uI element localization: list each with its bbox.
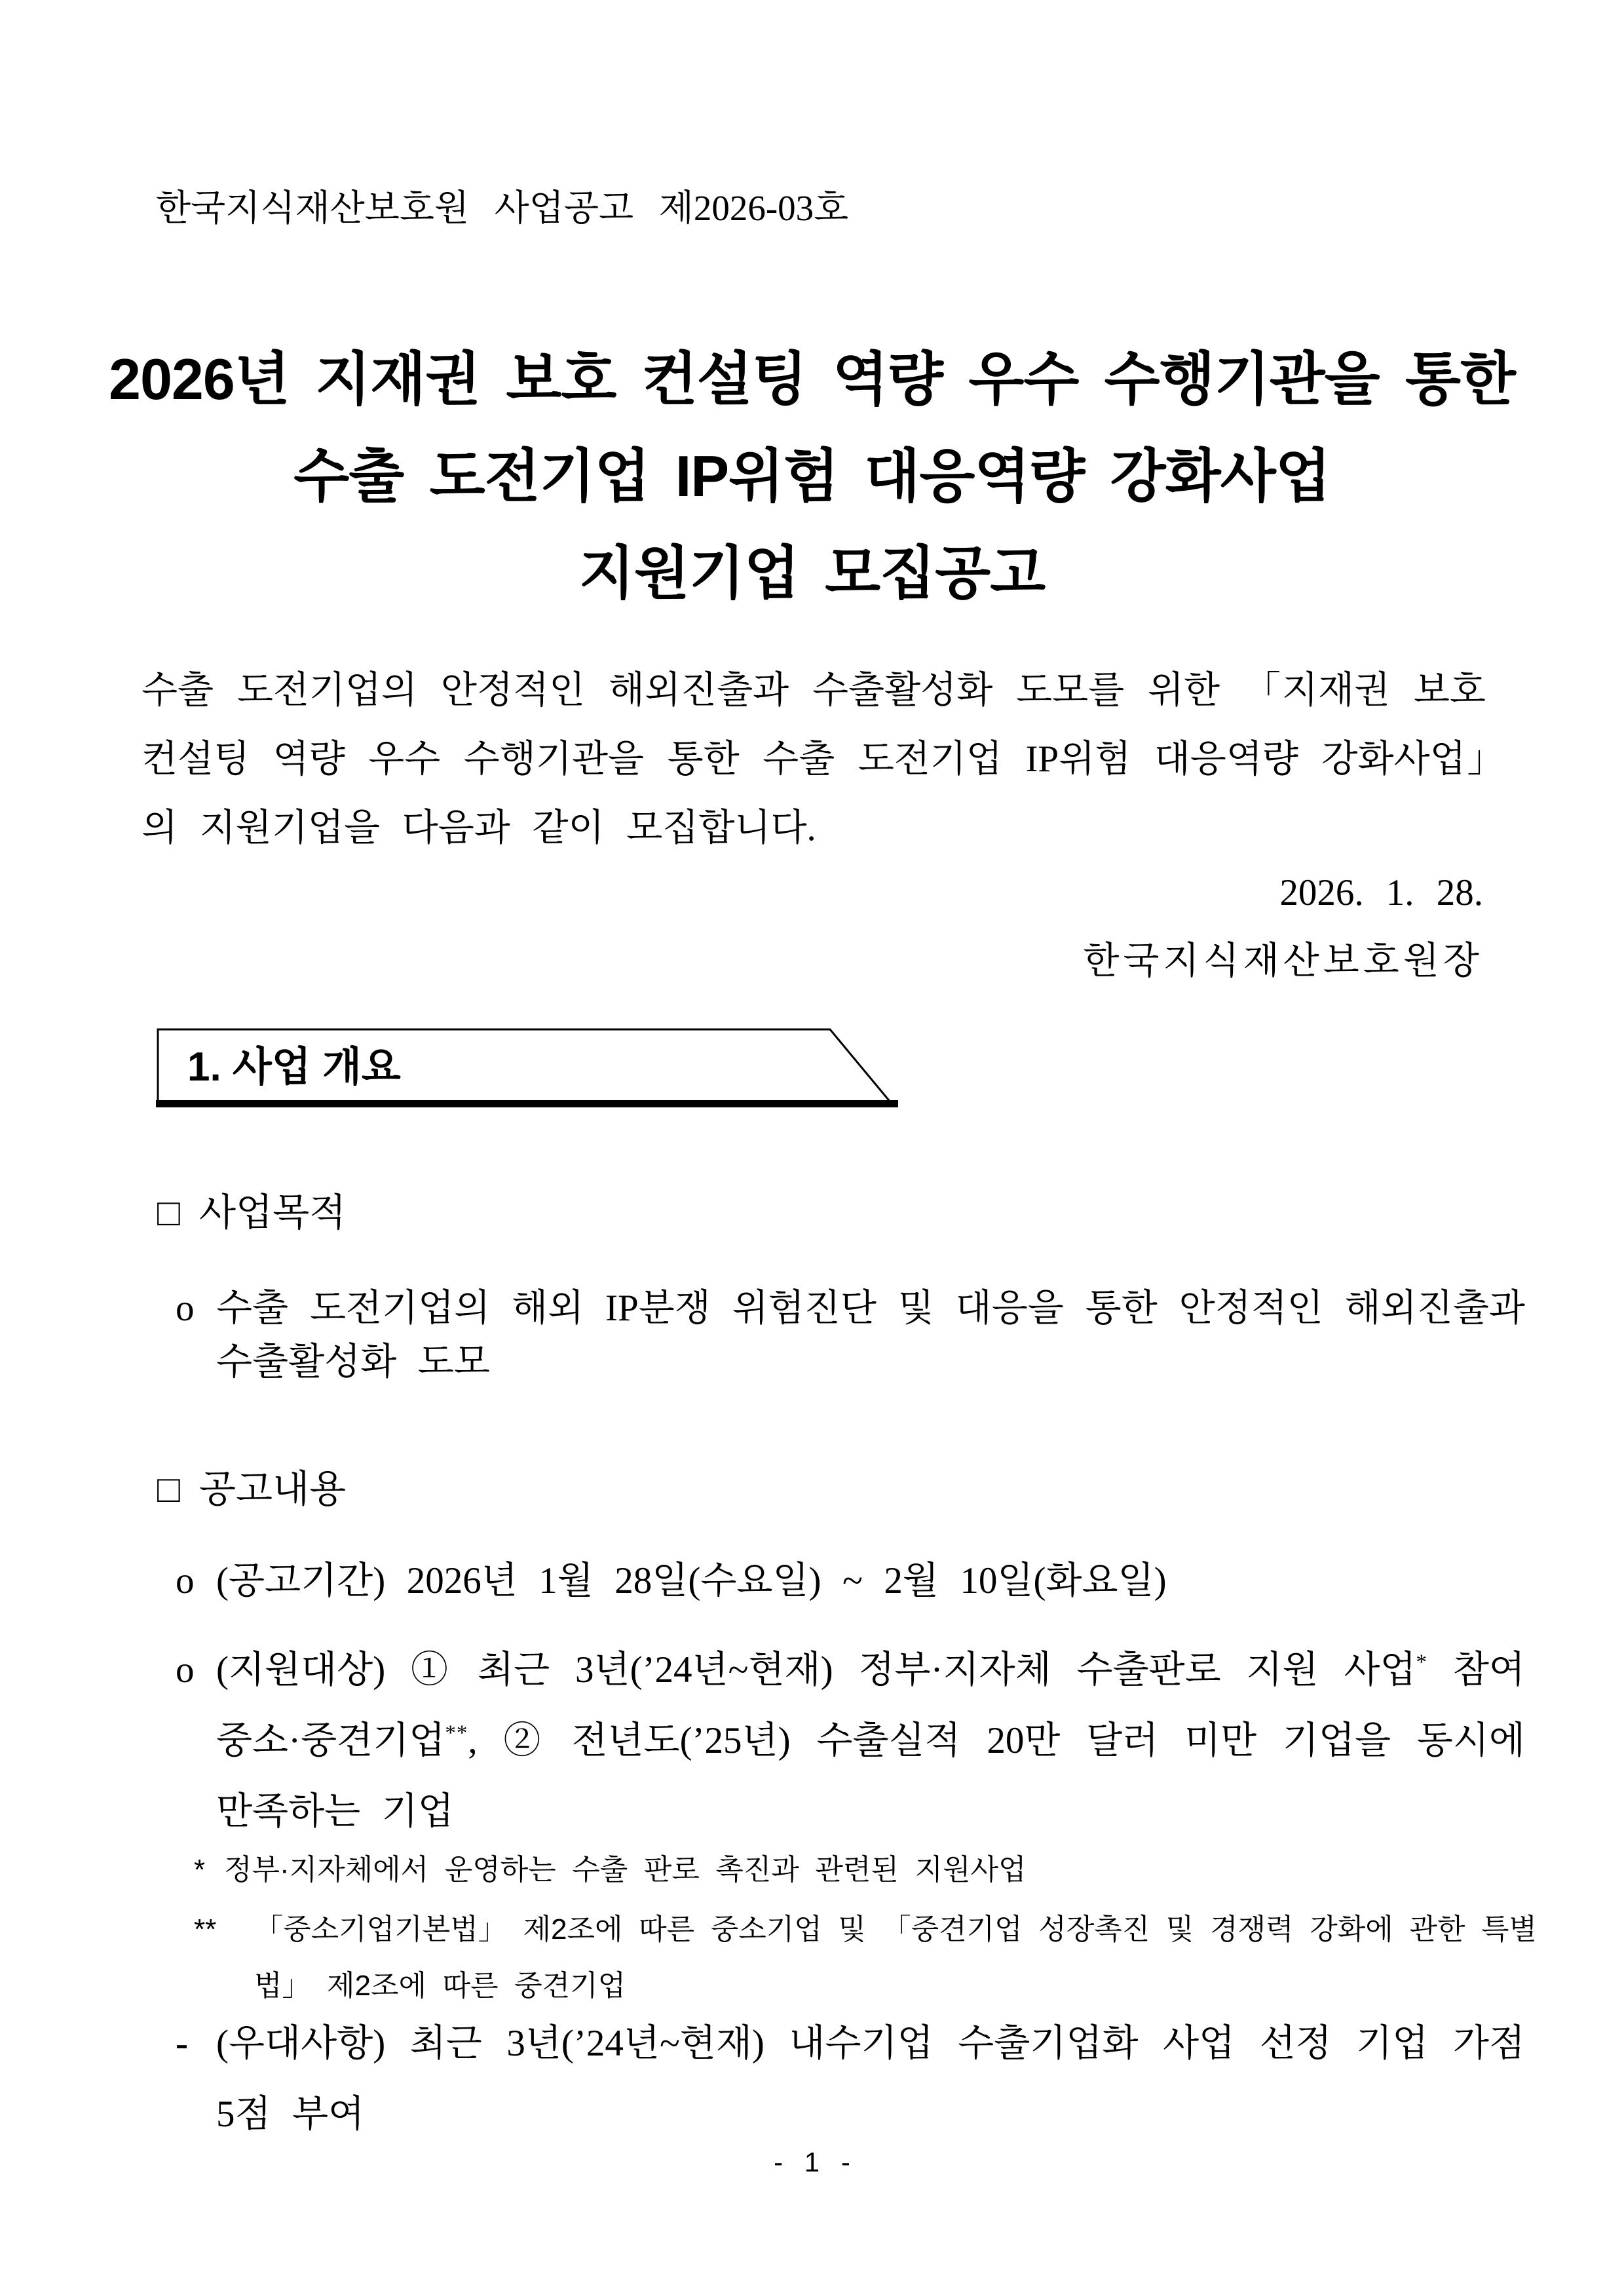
footnote-2	[194, 1902, 1537, 2014]
bullet-o-icon: o	[176, 1288, 195, 1329]
footnote-1-text: 정부·지자체에서 운영하는 수출 판로 촉진과 관련된 지원사업	[224, 1854, 1027, 1886]
preference-item	[176, 2008, 1525, 2150]
page-number: - 1 -	[774, 2147, 850, 2177]
section-banner	[156, 1027, 899, 1113]
doc-announcement-number: 한국지식재산보호원 사업공고 제2026-03호	[156, 188, 849, 228]
document-title-line-2: 수출 도전기업 IP위험 대응역량 강화사업	[293, 444, 1331, 508]
purpose-item-text: 수출 도전기업의 해외 IP분쟁 위험진단 및 대응을 통한 안정적인 해외진출과 수출활성화 도모	[216, 1288, 1525, 1383]
announcement-date: 2026. 1. 28.	[1279, 872, 1483, 913]
footnote-ref-asterisk: *	[1416, 1651, 1428, 1674]
target-item-text-3: , ② 전년도(’25년) 수출실적 20만 달러 미만 기업을 동시에 만족하는 기업	[216, 1720, 1525, 1832]
notice-heading: □ 공고내용	[157, 1468, 347, 1510]
bullet-o-icon: o	[176, 1560, 195, 1601]
period-item	[176, 1550, 1525, 1604]
target-item-text-2: 참여 중소·중견기업	[216, 1649, 1525, 1761]
period-item-text: (공고기간) 2026년 1월 28일(수요일) ~ 2월 10일(화요일)	[216, 1560, 1167, 1601]
dash-bullet-icon: -	[176, 2023, 188, 2064]
footnote-1	[194, 1850, 1507, 1890]
asterisk-marker: *	[194, 1854, 206, 1886]
purpose-item	[176, 1278, 1525, 1385]
intro-paragraph: 수출 도전기업의 안정적인 해외진출과 수출활성화 도모를 위한 「지재권 보호 컨설팅 역량 우수 수행기관을 통한 수출 도전기업 IP위험 대응역량 강화사업」의 지원기업을 다음과 같이 모집합니다.	[142, 670, 1486, 849]
purpose-heading: □ 사업목적	[157, 1191, 347, 1234]
footnote-2-text: 「중소기업기본법」 제2조에 따른 중소기업 및 「중견기업 성장촉진 및 경쟁력 강화에 관한 특별법」 제2조에 따른 중견기업	[254, 1913, 1537, 2002]
bullet-o-icon: o	[176, 1649, 195, 1691]
section-banner-label: 1. 사업 개요	[187, 1044, 401, 1090]
document-title-line-1: 2026년 지재권 보호 컨설팅 역량 우수 수행기관을 통한	[109, 347, 1515, 411]
issuer-signature: 한국지식재산보호원장	[1083, 940, 1483, 982]
footnote-ref-double-asterisk: **	[445, 1721, 468, 1745]
document-title	[0, 331, 1624, 622]
target-item	[176, 1635, 1525, 1847]
preference-item-text: (우대사항) 최근 3년(’24년~현재) 내수기업 수출기업화 사업 선정 기업 가점 5점 부여	[216, 2023, 1525, 2135]
target-item-text-1: (지원대상) ① 최근 3년(’24년~현재) 정부·지자체 수출판로 지원 사업	[216, 1649, 1416, 1691]
double-asterisk-marker: **	[194, 1913, 217, 1945]
document-title-line-3: 지원기업 모집공고	[578, 541, 1046, 605]
